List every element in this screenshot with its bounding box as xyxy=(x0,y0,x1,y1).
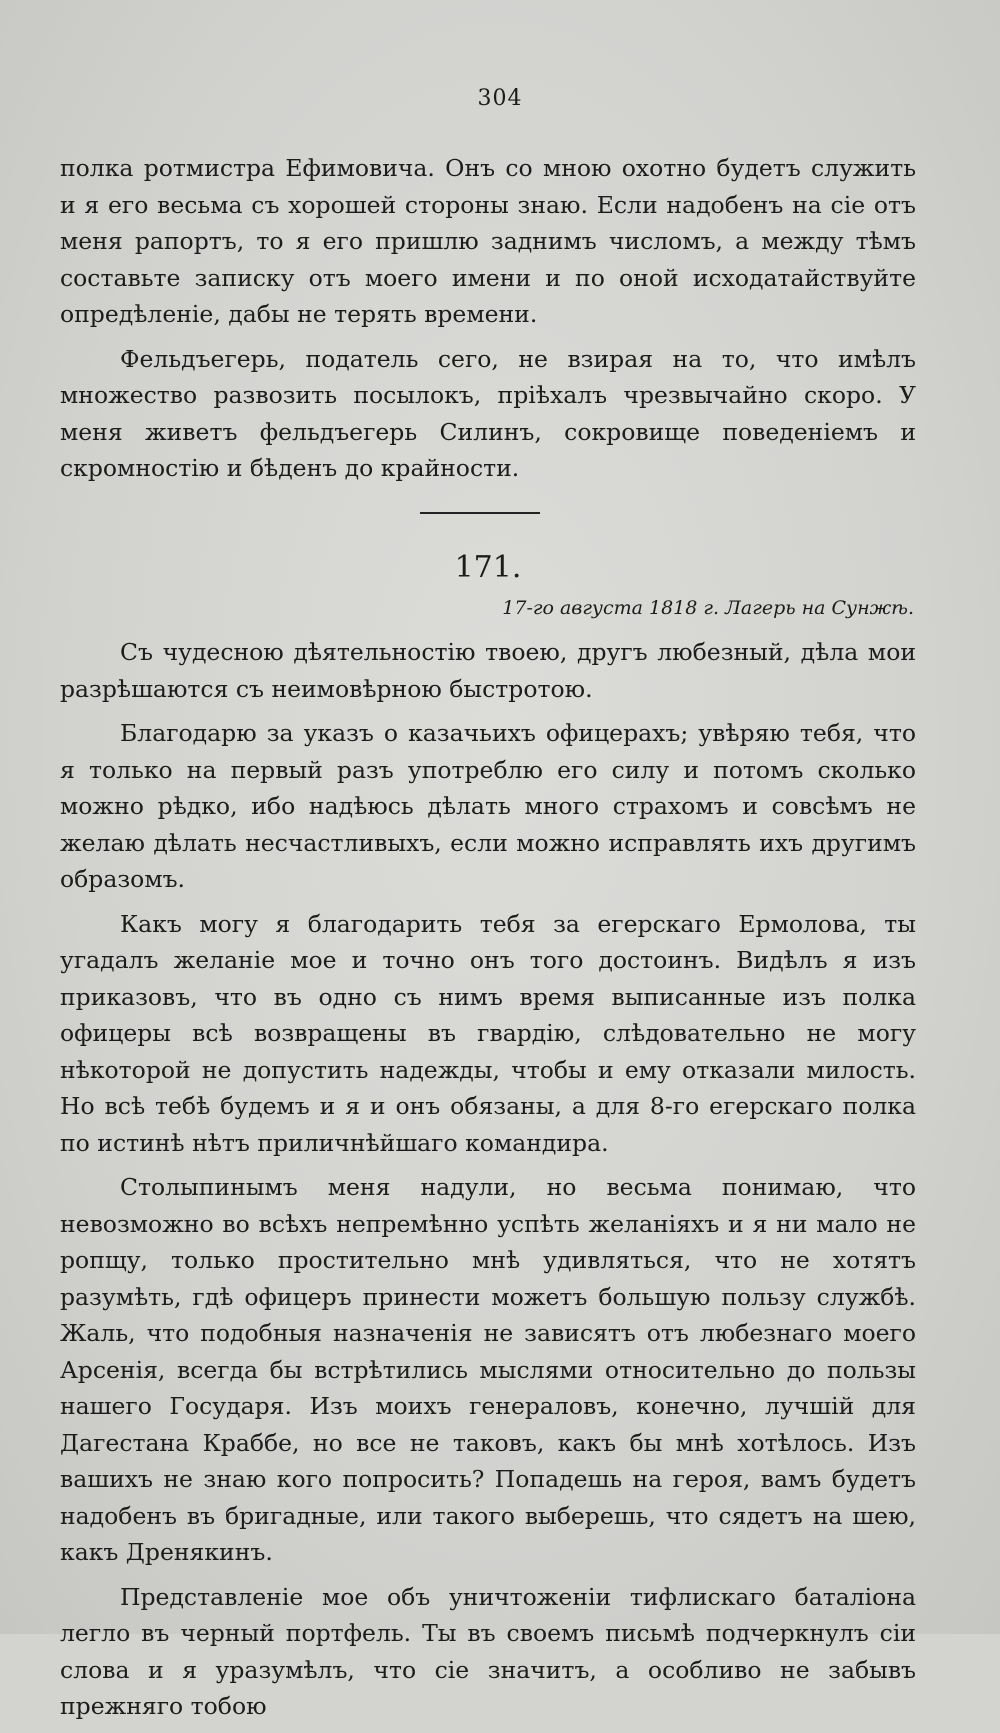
paragraph: Столыпинымъ меня надули, но весьма понимаю, что невозможно во всѣхъ непремѣнно успѣть желаніяхъ и я ни мало не ропщу, только простительно мнѣ удивляться, что не хотятъ разумѣть, гдѣ офицеръ принести можетъ большую пользу службѣ. Жаль, что подобныя назначенія не зависятъ отъ любезнаго моего Арсенія, всегда бы встрѣтились мыслями относительно до пользы нашего Государя. Изъ моихъ генераловъ, конечно, лучшій для Дагестана Краббе, но все не таковъ, какъ бы мнѣ хотѣлось. Изъ вашихъ не знаю кого попросить? Попадешь на героя, вамъ будетъ надобенъ въ бригадные, или такого выберешь, что сядетъ на шею, какъ Дренякинъ. xyxy=(60,1173,916,1566)
letter-number: 171. xyxy=(454,550,522,585)
paragraph: Какъ могу я благодарить тебя за егерскаго Ермолова, ты угадалъ желаніе мое и точно онъ того достоинъ. Видѣлъ я изъ приказовъ, что въ одно съ нимъ время выписанные изъ полка офицеры всѣ возвращены въ гвардію, слѣдовательно не могу нѣкоторой не допустить надежды, чтобы и ему отказали милость. Но всѣ тебѣ будемъ и я и онъ обязаны, а для 8-го егерскаго полка по истинѣ нѣтъ приличнѣйшаго командира. xyxy=(60,909,916,1157)
paragraph: полка ротмистра Ефимовича. Онъ со мною охотно будетъ служить и я его весьма съ хорошей стороны знаю. Если надобенъ на сіе отъ меня рапортъ, то я его пришлю заднимъ числомъ, а между тѣмъ составьте записку отъ моего имени и по оной исходатайствуйте опредѣленіе, дабы не терять времени. xyxy=(60,154,916,328)
section-divider xyxy=(420,512,540,514)
page-number: 304 xyxy=(477,86,523,111)
letter-dateline: 17-го августа 1818 г. Лагерь на Сунжѣ. xyxy=(502,597,914,619)
paragraph: Представленіе мое объ уничтоженіи тифлискаго баталіона легло въ черный портфель. Ты въ своемъ письмѣ подчеркнулъ сіи слова и я уразумѣлъ, что сіе значитъ, а особливо не забывъ прежняго тобою xyxy=(60,1582,916,1720)
paragraph: Благодарю за указъ о казачьихъ офицерахъ; увѣряю тебя, что я только на первый разъ употреблю его силу и потомъ сколько можно рѣдко, ибо надѣюсь дѣлать много страхомъ и совсѣмъ не желаю дѣлать несчастливыхъ, если можно исправлять ихъ другимъ образомъ. xyxy=(60,719,916,893)
paragraph: Фельдъегерь, податель сего, не взирая на то, что имѣлъ множество развозить посылокъ, пріѣхалъ чрезвычайно скоро. У меня живетъ фельдъегерь Силинъ, сокровище поведеніемъ и скромностію и бѣденъ до крайности. xyxy=(60,344,916,482)
paragraph: Съ чудесною дѣятельностію твоею, другъ любезный, дѣла мои разрѣшаются съ неимовѣрною быстротою. xyxy=(60,638,916,703)
previous-letter-continuation xyxy=(60,150,916,495)
letter-171 xyxy=(60,550,916,1733)
